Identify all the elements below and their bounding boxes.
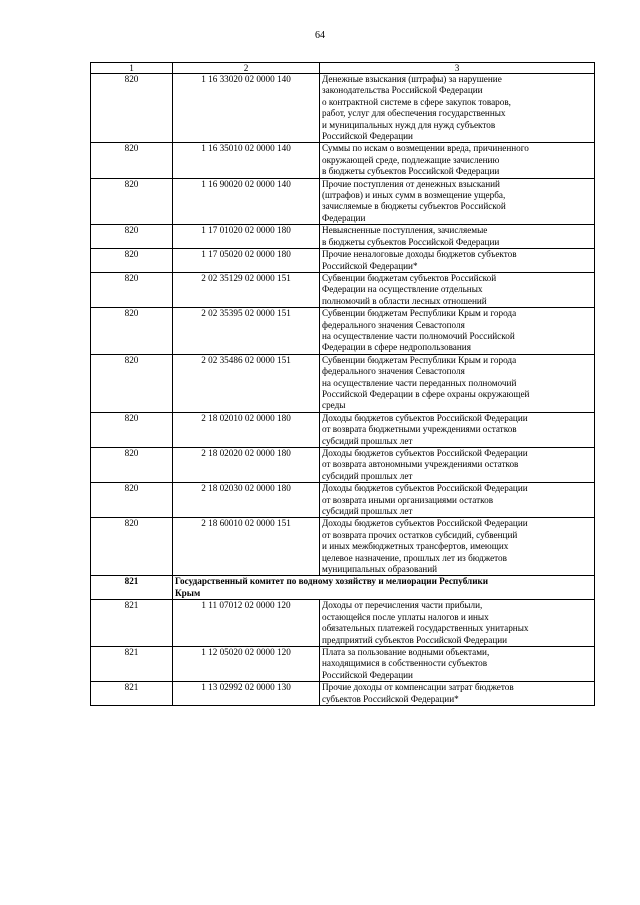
admin-code-cell: 820 [91, 143, 173, 178]
description-cell: Денежные взыскания (штрафы) за нарушение законодательства Российской Федерации о контрактной системе в сфере закупок товаров, работ, услуг для обеспечения государственных и муниципальных нужд для нужд субъектов Российской Федерации [320, 74, 595, 143]
budget-code-cell: 2 18 02030 02 0000 180 [173, 483, 320, 518]
table-row [91, 600, 595, 647]
admin-code-cell: 820 [91, 483, 173, 518]
table-row [91, 354, 595, 412]
description-cell: Доходы бюджетов субъектов Российской Федерации от возврата иными организациями остатков субсидий прошлых лет [320, 483, 595, 518]
description-cell: Доходы от перечисления части прибыли, остающейся после уплаты налогов и иных обязательных платежей государственных унитарных предприятий субъектов Российской Федерации [320, 600, 595, 647]
admin-code-cell: 820 [91, 518, 173, 576]
budget-code-cell: 1 16 33020 02 0000 140 [173, 74, 320, 143]
table-row [91, 448, 595, 483]
table-row [91, 249, 595, 273]
budget-code-cell: 1 16 35010 02 0000 140 [173, 143, 320, 178]
description-cell: Прочие неналоговые доходы бюджетов субъектов Российской Федерации* [320, 249, 595, 273]
description-cell: Суммы по искам о возмещении вреда, причиненного окружающей среде, подлежащие зачислению в бюджеты субъектов Российской Федерации [320, 143, 595, 178]
page-number: 64 [315, 30, 325, 41]
description-cell: Прочие поступления от денежных взысканий (штрафов) и иных сумм в возмещение ущерба, зачисляемые в бюджеты субъектов Российской Федерации [320, 178, 595, 225]
column-header-1: 1 [91, 63, 173, 74]
budget-code-cell: 2 18 02020 02 0000 180 [173, 448, 320, 483]
table-row [91, 682, 595, 706]
section-header-row [91, 576, 595, 600]
section-title: Государственный комитет по водному хозяйству и мелиорации Республики Крым [173, 576, 595, 600]
admin-code-cell: 820 [91, 74, 173, 143]
budget-code-cell: 1 17 05020 02 0000 180 [173, 249, 320, 273]
table-row [91, 308, 595, 355]
admin-code-cell: 820 [91, 272, 173, 307]
header-row [91, 63, 595, 74]
budget-code-cell: 2 18 02010 02 0000 180 [173, 412, 320, 447]
column-header-3: 3 [320, 63, 595, 74]
table-row [91, 272, 595, 307]
table-row [91, 518, 595, 576]
section-admin-code: 821 [91, 576, 173, 600]
admin-code-cell: 820 [91, 225, 173, 249]
description-cell: Доходы бюджетов субъектов Российской Федерации от возврата бюджетными учреждениями остатков субсидий прошлых лет [320, 412, 595, 447]
table-row [91, 178, 595, 225]
admin-code-cell: 821 [91, 600, 173, 647]
description-cell: Субвенции бюджетам Республики Крым и города федерального значения Севастополя на осуществление части переданных полномочий Российской Федерации в сфере охраны окружающей среды [320, 354, 595, 412]
revenue-codes-table [90, 62, 595, 706]
budget-code-cell: 1 13 02992 02 0000 130 [173, 682, 320, 706]
table-row [91, 412, 595, 447]
budget-code-cell: 2 02 35486 02 0000 151 [173, 354, 320, 412]
budget-code-cell: 2 18 60010 02 0000 151 [173, 518, 320, 576]
description-cell: Плата за пользование водными объектами, находящимися в собственности субъектов Российской Федерации [320, 646, 595, 681]
admin-code-cell: 820 [91, 308, 173, 355]
description-cell: Невыясненные поступления, зачисляемые в бюджеты субъектов Российской Федерации [320, 225, 595, 249]
admin-code-cell: 820 [91, 249, 173, 273]
table-row [91, 646, 595, 681]
admin-code-cell: 820 [91, 178, 173, 225]
admin-code-cell: 821 [91, 646, 173, 681]
budget-code-cell: 1 17 01020 02 0000 180 [173, 225, 320, 249]
admin-code-cell: 820 [91, 448, 173, 483]
admin-code-cell: 820 [91, 412, 173, 447]
description-cell: Доходы бюджетов субъектов Российской Федерации от возврата автономными учреждениями остатков субсидий прошлых лет [320, 448, 595, 483]
admin-code-cell: 821 [91, 682, 173, 706]
description-cell: Доходы бюджетов субъектов Российской Федерации от возврата прочих остатков субсидий, субвенций и иных межбюджетных трансфертов, имеющих целевое назначение, прошлых лет из бюджетов муниципальных образований [320, 518, 595, 576]
description-cell: Субвенции бюджетам субъектов Российской Федерации на осуществление отдельных полномочий в области лесных отношений [320, 272, 595, 307]
description-cell: Прочие доходы от компенсации затрат бюджетов субъектов Российской Федерации* [320, 682, 595, 706]
budget-code-cell: 1 12 05020 02 0000 120 [173, 646, 320, 681]
budget-code-cell: 2 02 35395 02 0000 151 [173, 308, 320, 355]
budget-code-cell: 1 16 90020 02 0000 140 [173, 178, 320, 225]
column-header-2: 2 [173, 63, 320, 74]
description-cell: Субвенции бюджетам Республики Крым и города федерального значения Севастополя на осуществление части полномочий Российской Федерации в сфере недропользования [320, 308, 595, 355]
table-row [91, 483, 595, 518]
table-row [91, 143, 595, 178]
table-row [91, 225, 595, 249]
budget-code-cell: 2 02 35129 02 0000 151 [173, 272, 320, 307]
budget-code-cell: 1 11 07012 02 0000 120 [173, 600, 320, 647]
table-row [91, 74, 595, 143]
admin-code-cell: 820 [91, 354, 173, 412]
